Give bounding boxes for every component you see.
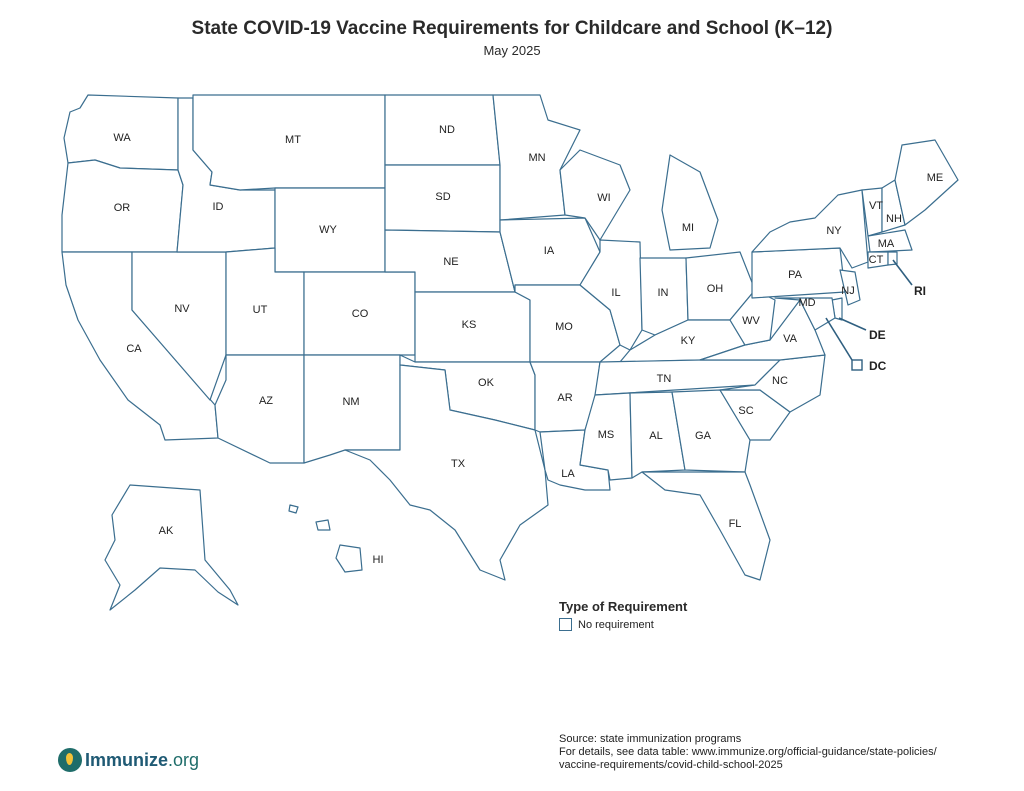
state-HI-2: [316, 520, 330, 530]
source-line-3: vaccine-requirements/covid-child-school-2025: [559, 759, 783, 771]
logo-tld: .org: [168, 749, 200, 770]
label-UT: UT: [252, 303, 268, 316]
source-note: [559, 733, 1014, 772]
label-NE: NE: [443, 255, 459, 268]
leader-RI: [893, 260, 912, 285]
leader-DC: [826, 318, 852, 360]
label-MD: MD: [798, 296, 816, 309]
legend-title: Type of Requirement: [559, 599, 688, 614]
label-AK: AK: [158, 524, 174, 537]
label-NY: NY: [826, 224, 842, 237]
label-NV: NV: [174, 302, 190, 315]
label-WY: WY: [319, 223, 337, 236]
dc-box: [852, 360, 862, 370]
label-IA: IA: [543, 244, 555, 257]
label-VA: VA: [783, 332, 797, 345]
source-line-2: For details, see data table: www.immunize.org/official-guidance/state-policies/: [559, 746, 937, 758]
label-CO: CO: [351, 307, 369, 320]
label-KS: KS: [461, 318, 477, 331]
label-IL: IL: [611, 286, 621, 299]
label-SC: SC: [738, 404, 754, 417]
label-GA: GA: [695, 429, 711, 442]
map-subtitle: May 2025: [483, 43, 541, 58]
label-HI: HI: [372, 553, 384, 566]
label-IN: IN: [657, 286, 669, 299]
label-TN: TN: [656, 372, 672, 385]
label-NH: NH: [886, 212, 902, 225]
logo-name: Immunize: [85, 749, 169, 770]
state-AZ: [215, 355, 304, 463]
label-MS: MS: [597, 428, 615, 441]
label-VT: VT: [868, 199, 884, 212]
label-AR: AR: [557, 391, 573, 404]
label-MA: MA: [877, 237, 895, 250]
label-OK: OK: [478, 376, 494, 389]
label-MT: MT: [285, 133, 301, 146]
label-FL: FL: [728, 517, 742, 530]
label-ND: ND: [439, 123, 455, 136]
state-shapes: [62, 95, 958, 610]
callout-DC: DC: [869, 359, 887, 373]
state-NM: [304, 355, 400, 463]
label-MI: MI: [681, 221, 695, 234]
label-ID: ID: [212, 200, 224, 213]
source-line-1: Source: state immunization programs: [559, 733, 742, 745]
label-WV: WV: [742, 314, 760, 327]
label-NM: NM: [342, 395, 360, 408]
label-PA: PA: [788, 268, 802, 281]
immunize-logo: [58, 748, 199, 772]
callout-DE: DE: [869, 328, 886, 342]
callout-RI: RI: [914, 284, 926, 298]
label-NC: NC: [772, 374, 788, 387]
leader-DE: [839, 318, 866, 330]
legend-item: [559, 618, 687, 631]
label-MO: MO: [555, 320, 573, 333]
label-ME: ME: [926, 171, 944, 184]
label-SD: SD: [435, 190, 451, 203]
state-HI-1: [289, 505, 298, 513]
state-HI-3: [336, 545, 362, 572]
label-LA: LA: [561, 467, 575, 480]
legend-swatch: [559, 618, 572, 631]
state-MI: [662, 155, 718, 250]
label-KY: KY: [680, 334, 696, 347]
immunize-logo-text: [85, 750, 199, 771]
state-FL: [642, 472, 770, 580]
label-CT: CT: [868, 253, 884, 266]
label-OH: OH: [706, 282, 724, 295]
label-WA: WA: [113, 131, 131, 144]
label-NJ: NJ: [841, 284, 855, 297]
label-OR: OR: [113, 201, 131, 214]
state-AK: [105, 485, 238, 610]
label-AZ: AZ: [258, 394, 274, 407]
label-TX: TX: [450, 457, 466, 470]
label-MN: MN: [528, 151, 546, 164]
legend: [559, 599, 687, 631]
legend-label: No requirement: [578, 618, 654, 631]
label-CA: CA: [126, 342, 142, 355]
label-WI: WI: [597, 191, 611, 204]
immunize-logo-icon: [58, 748, 82, 772]
label-AL: AL: [649, 429, 663, 442]
map-title: State COVID-19 Vaccine Requirements for Childcare and School (K–12): [191, 18, 833, 39]
